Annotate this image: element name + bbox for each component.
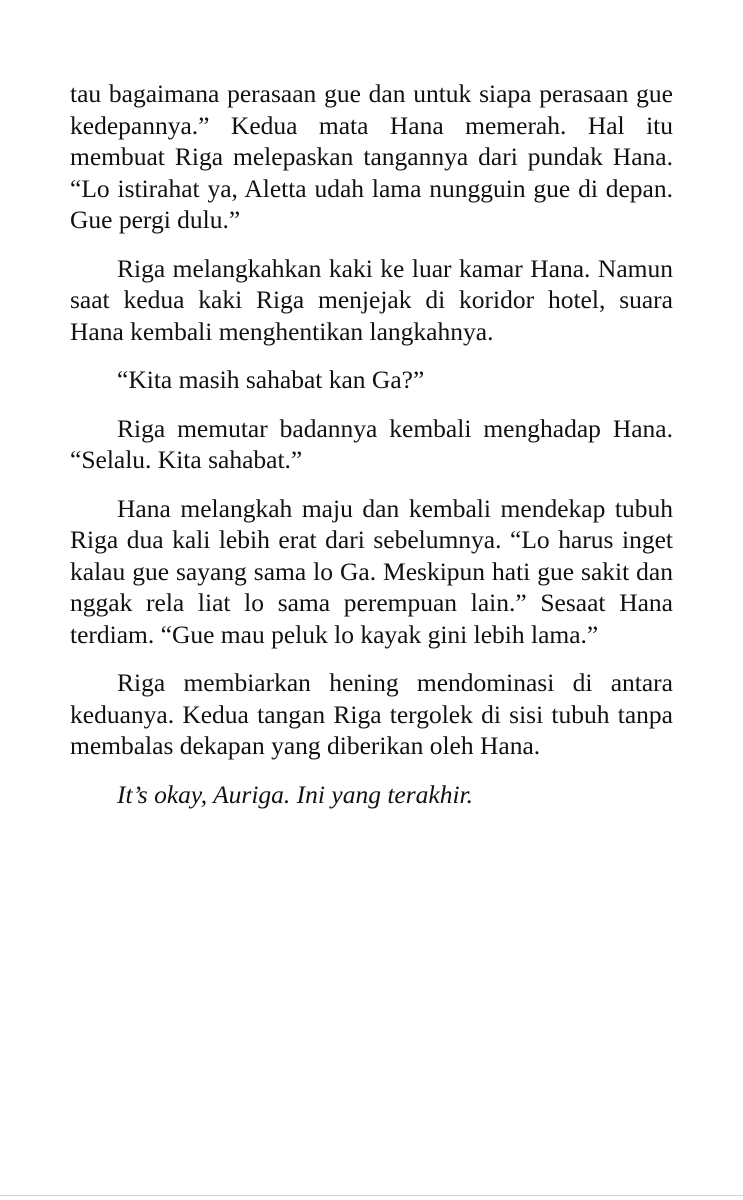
paragraph-continuation: tau bagaimana perasaan gue dan untuk siapa perasaan gue kedepannya.” Kedua mata Hana memerah. Hal itu membuat Riga melepaskan tangannya dari pundak Hana. “Lo istirahat ya, Aletta udah lama nungguin gue di depan. Gue pergi dulu.” (70, 79, 673, 234)
paragraph-riga-leaves: Riga melangkahkan kaki ke luar kamar Hana. Namun saat kedua kaki Riga menjejak di koridor hotel, suara Hana kembali menghentikan langkahnya. (70, 253, 673, 346)
paragraph-riga-answer: Riga memutar badannya kembali menghadap Hana. “Selalu. Kita sahabat.” (70, 413, 673, 474)
paragraph-hana-embrace: Hana melangkah maju dan kembali mendekap tubuh Riga dua kali lebih erat dari sebelumnya. “Lo harus inget kalau gue sayang sama lo Ga. Meskipun hati gue sakit dan nggak rela liat lo sama perempuan lain.” Sesaat Hana terdiam. “Gue mau peluk lo kayak gini lebih lama.” (70, 493, 673, 649)
page-bottom-border (0, 1195, 743, 1196)
paragraph-riga-silence: Riga membiarkan hening mendominasi di antara keduanya. Kedua tangan Riga tergolek di sisi tubuh tanpa membalas dekapan yang diberikan oleh Hana. (70, 668, 673, 760)
paragraph-hana-question: “Kita masih sahabat kan Ga?” (117, 365, 425, 394)
paragraph-inner-thought: It’s okay, Auriga. Ini yang terakhir. (117, 779, 474, 809)
book-page (70, 78, 673, 827)
